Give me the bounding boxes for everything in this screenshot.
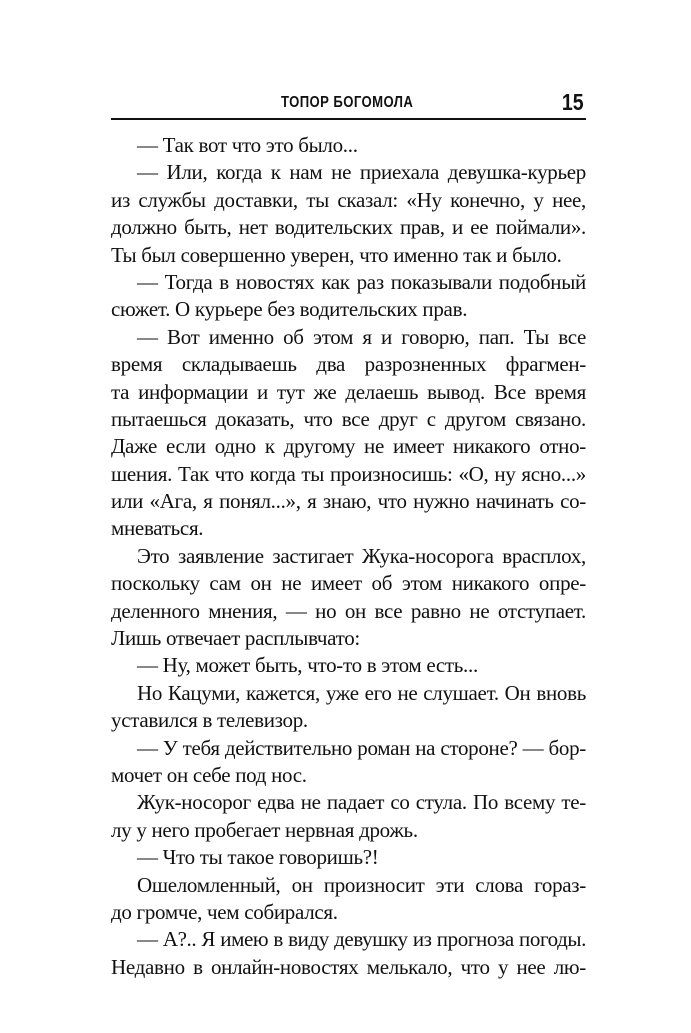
text-line: до громче, чем собирался. bbox=[111, 899, 338, 924]
text-line: Лишь отвечает расплывчато: bbox=[111, 626, 360, 651]
text-line: — Или, когда к нам не приехала девушка-курьер bbox=[137, 160, 586, 185]
body-text bbox=[111, 132, 586, 981]
text-line: — Вот именно об этом я и говорю, пап. Ты все bbox=[137, 324, 586, 349]
page-header bbox=[111, 88, 586, 120]
text-line: та информации и тут же делаешь вывод. Все время bbox=[111, 379, 586, 404]
text-line: или «Ага, я понял...», я знаю, что нужно начинать со- bbox=[111, 489, 586, 514]
text-line: Ты был совершенно уверен, что именно так и было. bbox=[111, 242, 562, 267]
text-line: Недавно в онлайн-новостях мелькало, что у нее лю- bbox=[111, 954, 586, 979]
text-line: время складываешь два разрозненных фрагмен- bbox=[111, 352, 586, 377]
text-line: Даже если одно к другому не имеет никакого отно- bbox=[111, 434, 586, 459]
text-line: Ошеломленный, он произносит эти слова гораз- bbox=[137, 872, 586, 897]
text-line: мочет он себе под нос. bbox=[111, 762, 307, 787]
text-line: — Так вот что это было... bbox=[137, 133, 358, 157]
text-line: должно быть, нет водительских прав, и ее поймали». bbox=[111, 215, 586, 240]
text-line: мневаться. bbox=[111, 516, 204, 541]
text-line: — Ну, может быть, что-то в этом есть... bbox=[137, 653, 478, 678]
text-line: Это заявление застигает Жука-носорога врасплох, bbox=[137, 543, 586, 568]
text-line: — Что ты такое говоришь?! bbox=[137, 845, 379, 870]
text-line: — У тебя действительно роман на стороне? — бор- bbox=[137, 735, 586, 760]
text-line: уставился в телевизор. bbox=[111, 708, 308, 733]
text-line: лу у него пробегает нервная дрожь. bbox=[111, 817, 418, 842]
text-line: поскольку сам он не имеет об этом никакого опре- bbox=[111, 571, 586, 596]
page-number: 15 bbox=[562, 89, 584, 115]
text-line: Жук-носорог едва не падает со стула. По всему те- bbox=[137, 790, 586, 815]
text-line: деленного мнения, — но он все равно не отступает. bbox=[111, 598, 586, 623]
text-line: — Тогда в новостях как раз показывали подобный bbox=[137, 269, 586, 294]
text-line: Но Кацуми, кажется, уже его не слушает. Он вновь bbox=[137, 680, 586, 705]
running-title: ТОПОР БОГОМОЛА bbox=[281, 94, 414, 111]
text-line: из службы доставки, ты сказал: «Ну конечно, у нее, bbox=[111, 187, 586, 212]
text-line: пытаешься доказать, что все друг с другом связано. bbox=[111, 406, 586, 431]
text-line: шения. Так что когда ты произносишь: «О, ну ясно...» bbox=[111, 461, 586, 486]
text-line: — А?.. Я имею в виду девушку из прогноза погоды. bbox=[137, 927, 586, 952]
text-line: сюжет. О курьере без водительских прав. bbox=[111, 297, 468, 322]
